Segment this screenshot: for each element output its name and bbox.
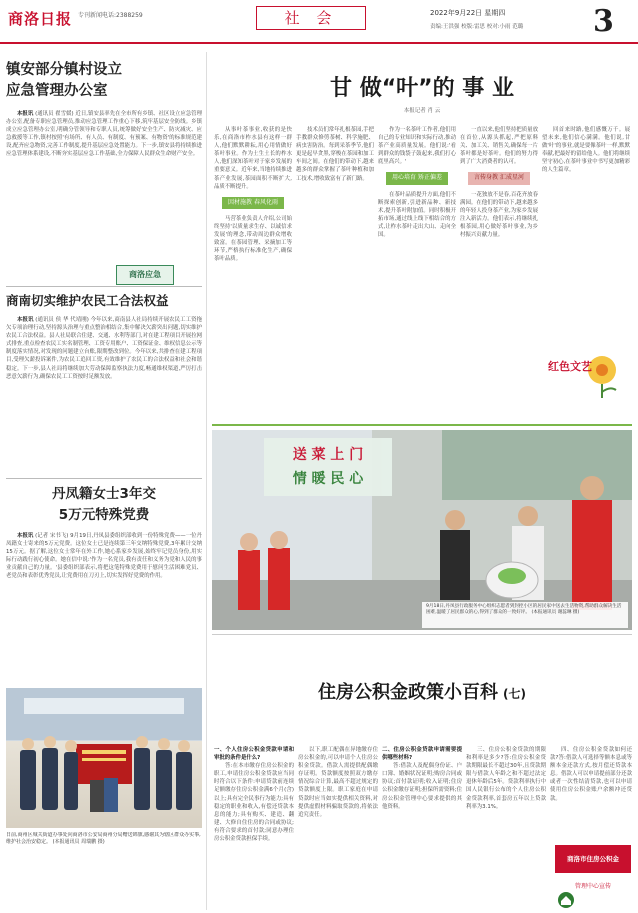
banner-line-2: 情 暖 民 心 — [292, 471, 364, 487]
masthead-subline: 专刊新闻电话:2388259 — [78, 12, 143, 19]
paragraph: 一花独放不是春,百花齐放春满园。在他们的带动下,越来越多的年轻人投身茶产业,为家乡发展注入新活力。他们表示,将继续扎根茶园,用心做好茶叶事业,为乡村振兴贡献力量。 — [460, 191, 538, 239]
caption-text: 9月18日,丹凤县行政服务中心组织志愿者到封控小区的居民家中送去生活物资,帮助群众解决生活困难,温暖了居民群众的心,得到了群众的一致好评。 — [426, 604, 622, 616]
lead: 本报讯 — [17, 533, 34, 539]
logo-icon — [557, 891, 575, 909]
article-title: 商南切实维护农民工合法权益 — [6, 293, 169, 308]
divider — [6, 286, 202, 287]
question-1: 一、个人住房公积金贷款申请和审批的条件是什么? — [214, 747, 294, 762]
red-art-stamp — [546, 340, 626, 400]
tea-col-5 — [542, 126, 630, 326]
stamp-text: 商洛应急 — [129, 270, 161, 279]
tea-col-3 — [378, 126, 456, 418]
stamp-text: 红色文艺 — [548, 360, 592, 373]
subhead-3: 言传身教 汇成星河 — [468, 172, 530, 184]
housing-fund-ad — [553, 843, 633, 911]
body-text: 今年以来,商南县人社局持续开展农民工工资拖欠专项治理行动,坚持源头治理与重点整治相结合,集中解决欠薪突出问题,切实维护农民工合法权益。县人社局联合住建、交通、水利等部门,对在建工程项目开展拉网式排查,重点检查农民工实名制管理、工资专用账户、工资保证金、维权信息公示等制度落实情况,对发现的问题建立台账,限期整改到位。今年以来,共排查在建工程项目,受理欠薪投诉案件,为农民工追回工资,有效维护了农民工的合法权益和社会和谐稳定。下一步,县人社局将继续加大劳动保障监察执法力度,畅通维权渠道,严厉打击恶意欠薪行为,确保农民工工资按时足额发放。 — [6, 317, 202, 380]
feature-banner — [264, 438, 392, 496]
fund-col-5 — [550, 746, 632, 838]
paragraph: 四、住房公积金贷款如何还款?答:借款人可选择等额本息或等额本金还款方式,按月偿还贷款本息。借款人可以申请提前部分还款或者一次性结清贷款,也可以申请使用住房公积金账户余额冲还贷款。 — [550, 747, 632, 802]
article-shangnan — [6, 292, 202, 472]
paragraph: 技术员们常年扎根茶园,手把手教群众修剪茶树、科学施肥、病虫害防治。每到采茶季节,他们更是起早贪黑,穿梭在茶园和加工车间之间。在他们的带动下,越来越多的群众掌握了茶叶种植和加工技术,增收致富有了新门路。 — [296, 127, 374, 182]
byline: (通讯员 侯 华 代靖刚) — [35, 317, 89, 323]
paragraph: 在茶叶品质提升方面,他们不断探索创新,引进新品种、新技术,提升茶叶附加值。同时积极开拓市场,通过线上线下相结合的方式,让柞水茶叶走出大山、走向全国。 — [378, 191, 456, 239]
fund-col-4 — [466, 746, 546, 910]
byline: (记者 宋书飞) — [35, 533, 69, 539]
article-danfeng — [6, 484, 202, 674]
subhead-1: 因材施教 春风化雨 — [222, 197, 284, 209]
article-title — [6, 60, 202, 102]
article-body — [6, 532, 202, 672]
fund-col-2 — [298, 746, 378, 910]
lead: 本报讯 — [17, 111, 34, 117]
paragraph: 回首来时路,他们感慨万千。展望未来,他们信心满满。他们说,甘做'叶'的事业,就是要像茶叶一样,默默奉献,把最好的留给他人。他们将继续坚守初心,在茶叶事业中书写更加精彩的人生篇章。 — [542, 127, 630, 174]
column-divider — [206, 52, 207, 910]
page-header — [0, 0, 638, 44]
fund-col-1 — [214, 746, 294, 910]
article-body — [6, 316, 202, 466]
masthead: 商洛日报 — [8, 10, 73, 28]
stamp-badge — [116, 265, 174, 285]
ad-line-2: 管理中心宣传 — [574, 883, 611, 890]
ad-banner — [555, 845, 631, 873]
title-line-1: 丹凤籍女士3年交 — [52, 486, 156, 502]
editors-line: 责编:王洪强 校版:雷思 校对:小雨 范璐 — [430, 24, 524, 30]
paragraph: 从事叶茶事业,收获的是快乐,在商洛市柞水县有这样一群人,他们默默耕耘,用心用情做好茶叶事业。作为土生土长的柞水人,他们深知茶叶对于家乡发展的重要意义。近年来,当地持续推进茶产业发展,茶园面积不断扩大,品质不断提升。 — [214, 127, 292, 190]
section-title: 社 会 — [256, 6, 366, 30]
paragraph: 答:借款人及配偶身份证、户口簿、婚姻状况证明;购房合同或协议;首付款证明;收入证明;住房公积金缴存证明;担保所需资料;住房公积金管理中心要求提供的其他资料。 — [382, 763, 462, 810]
paragraph: 以下,职工配偶在异地缴存住房公积金的,可以申请个人住房公积金贷款。借款人需提供配偶缴存证明。贷款额度按照双方缴存情况综合计算,最高不超过规定的贷款额度上限。职工家庭在申请贷款时应当如实提供相关资料,对提供虚假材料骗取贷款的,将依法追究责任。 — [298, 747, 378, 818]
housing-fund-title — [212, 678, 632, 704]
paragraph: 答:在本市缴存住房公积金的职工,申请住房公积金贷款应当同时符合以下条件:申请贷款前连续足额缴存住房公积金满6个月(含)以上;具有完全民事行为能力;具有稳定的职业和收入,有偿还贷款本息的能力;具有购买、建造、翻建、大修自住住房的合同或协议;有符合要求的首付款;同意办理住房公积金贷款担保手续。 — [214, 763, 294, 843]
divider — [212, 634, 632, 635]
divider — [6, 478, 202, 479]
subhead-2: 用心培育 矫正偏差 — [386, 172, 448, 184]
caption-credit: (本报通讯员 周瑞鹏 摄) — [52, 839, 105, 845]
feature-photo-caption — [422, 602, 628, 628]
banner-line-1: 送 菜 上 门 — [292, 447, 364, 463]
fund-col-3 — [382, 746, 462, 910]
paragraph: 作为一名茶叶工作者,他们用自己的专业知识和实际行动,推动茶产业高质量发展。他们说:'看到群众的钱袋子鼓起来,我们打心底里高兴。' — [378, 127, 456, 166]
byline: 本报记者 肖 云 — [403, 108, 441, 114]
title-suffix: (七) — [503, 687, 527, 701]
tea-col-1 — [214, 126, 292, 418]
page-number: 3 — [593, 4, 614, 39]
paragraph: 马营茶业负责人介绍,公司始终坚持'以质量求生存、以诚信求发展'的理念,带动周边群众增收致富。在茶园管理、采摘加工等环节,严格执行标准化生产,确保茶叶品质。 — [214, 215, 292, 263]
feature-photo — [212, 430, 632, 630]
title-line-1: 镇安部分镇村设立 — [6, 62, 122, 78]
byline: (通讯员 翟雪媛) — [35, 111, 74, 117]
tea-col-2 — [296, 126, 374, 418]
police-photo-scene — [6, 688, 202, 828]
issue-date: 2022年9月22日 星期四 — [430, 9, 506, 17]
article-title — [6, 484, 202, 526]
body-text: 9月19日,丹凤县委组织部收到一份特殊党费——一位丹凤籍女士寄来的5万元党费。这位女士已是连续第三年交纳特殊党费,3年累计交纳15万元。据了解,这位女士常年在外工作,她心系家乡发展,始终牢记党员身份,用实际行动践行初心使命。她在信中说:'作为一名党员,我有责任和义务为党和人民的事业贡献自己的力量。'县委组织部表示,将把这笔特殊党费用于慰问生活困难党员、老党员和表彰优秀党员,让党费用在刀刃上,切实发挥好党费的作用。 — [6, 533, 202, 580]
body-text: 近日,镇安县率先在全市所有乡镇、社区设立应急管理办公室,配备专职应急管理员,推动应急管理工作重心下移,筑牢基层安全防线。乡镇成立应急管理办公室,明确分管领导和专职人员,统筹做好安全生产、防灾减灾、应急救援等工作,镇村按照'有场所、有人员、有制度、有预案、有物资'的标准规范建设,配齐应急物资,完善工作制度,提升基层应急处置能力。下一步,镇安县将持续推进应急管理体系建设,不断夯实基层应急工作基础,全力保障人民群众生命财产安全。 — [6, 111, 202, 158]
ad-line-1: 商洛市住房公积金 — [567, 855, 619, 863]
title-line-2: 5万元特殊党费 — [58, 507, 150, 523]
caption-credit: (本报通讯员 谢蕊琳 摄) — [531, 610, 580, 616]
police-photo — [6, 688, 202, 828]
article-zhenan — [6, 60, 202, 310]
article-title: 住房公积金政策小百科 — [317, 682, 498, 703]
paragraph: 三、住房公积金贷款的期限和利率是多少?答:住房公积金贷款期限最长不超过30年,且贷款期限与借款人年龄之和不超过法定退休年龄后5年。贷款利率执行中国人民银行公布的个人住房公积金贷款利率,首套房五年以上贷款利率为3.1%。 — [466, 747, 546, 810]
article-title: 甘 做“叶”的 事 业 — [330, 76, 514, 101]
article-body — [6, 110, 202, 260]
lead: 本报讯 — [17, 317, 34, 323]
paragraph: 一直以来,他们坚持把质量放在首位,从源头抓起,严把原料关、加工关、销售关,确保每一片茶叶都是好茶叶。他们的努力得到了广大消费者的认可。 — [460, 127, 538, 166]
title-line-2: 应急管理办公室 — [6, 83, 108, 99]
question-2: 二、住房公积金贷款申请需要提供哪些材料? — [382, 747, 462, 762]
police-photo-caption — [6, 832, 202, 910]
tea-col-4 — [460, 126, 538, 418]
caption-text: 日前,商州区城关街道办事处向商洛市公安局商州分局赠送锦旗,感谢其为辖区群众办实事,维护社会治安稳定。 — [6, 832, 201, 845]
divider — [212, 424, 632, 426]
